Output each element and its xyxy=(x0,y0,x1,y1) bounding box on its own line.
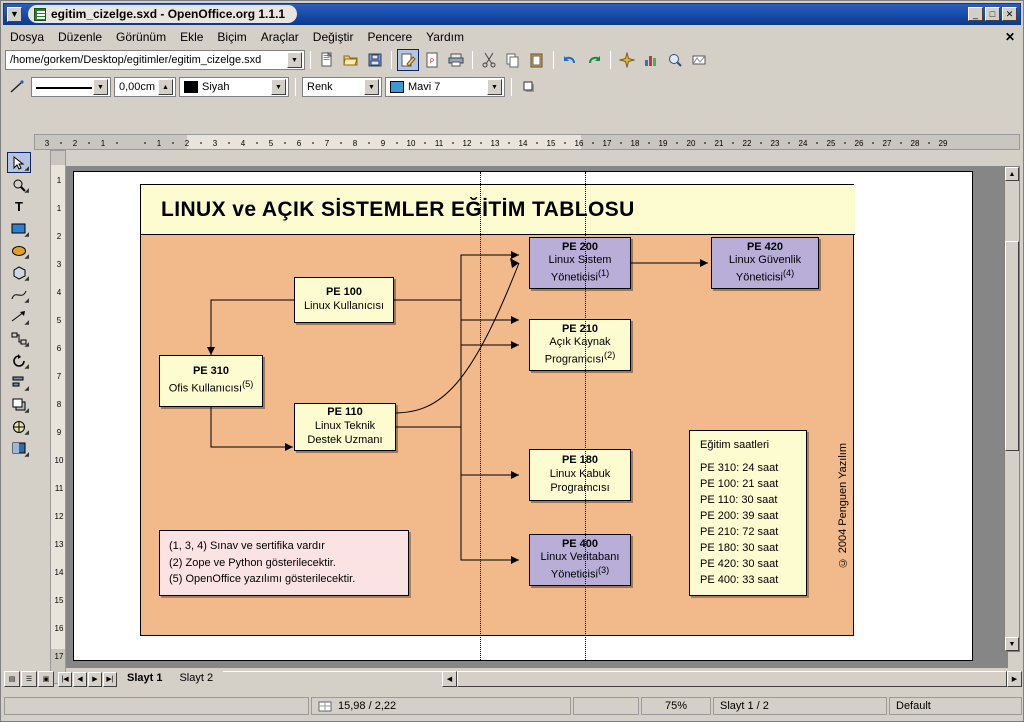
horizontal-ruler-ticks xyxy=(35,135,1020,150)
area-style-value: Renk xyxy=(307,81,333,93)
line-color-swatch xyxy=(184,81,198,93)
svg-text:1: 1 xyxy=(156,139,162,148)
toolbar-separator xyxy=(610,51,611,69)
minimize-button[interactable]: _ xyxy=(968,7,983,21)
vertical-ruler[interactable] xyxy=(50,150,66,684)
svg-text:24: 24 xyxy=(798,139,808,148)
svg-text:14: 14 xyxy=(54,568,64,577)
tabs-filler xyxy=(223,671,442,687)
work-area xyxy=(4,134,1020,684)
svg-text:8: 8 xyxy=(56,400,62,409)
svg-text:17: 17 xyxy=(602,139,612,148)
node-pe-420[interactable] xyxy=(711,237,819,289)
last-slide-button[interactable]: ▶| xyxy=(103,672,117,687)
window-title-pill xyxy=(28,5,297,23)
node-line1: Linux Kullanıcısı xyxy=(303,300,385,312)
vertical-guide-right[interactable] xyxy=(585,172,586,660)
node-line2: Destek Uzmanı xyxy=(307,433,383,446)
insert-chart-button[interactable] xyxy=(640,49,662,71)
insert-tool[interactable] xyxy=(7,438,31,459)
node-pe-200[interactable] xyxy=(529,237,631,289)
node-pe-110[interactable] xyxy=(294,403,396,451)
hours-item: PE 210: 72 saat xyxy=(700,525,779,538)
copy-button[interactable] xyxy=(502,49,524,71)
connector-tool[interactable] xyxy=(7,328,31,349)
menu-item-ekle[interactable]: Ekle xyxy=(180,29,204,44)
node-line2: Programcısı$^{(2)}$ xyxy=(544,350,616,366)
next-slide-button[interactable]: ▶ xyxy=(88,672,102,687)
node-pe-210[interactable] xyxy=(529,319,631,371)
legend-line-2: (2) Zope ve Python gösterilecektir. xyxy=(169,556,336,569)
svg-text:26: 26 xyxy=(854,139,864,148)
node-code: PE 200 xyxy=(561,240,599,253)
status-empty-mid xyxy=(573,697,639,715)
hours-item: PE 200: 39 saat xyxy=(700,509,779,522)
node-pe-100[interactable] xyxy=(294,277,394,323)
svg-text:2: 2 xyxy=(56,232,62,241)
menu-item-pencere[interactable]: Pencere xyxy=(367,29,413,44)
scroll-down-button[interactable]: ▼ xyxy=(1005,637,1019,651)
line-style-combo[interactable] xyxy=(31,77,111,97)
open-document-button[interactable] xyxy=(340,49,362,71)
svg-text:25: 25 xyxy=(826,139,836,148)
menu-item-dosya[interactable]: Dosya xyxy=(10,29,45,44)
svg-text:4: 4 xyxy=(240,139,246,148)
svg-text:17: 17 xyxy=(54,652,64,661)
slide-content[interactable] xyxy=(140,184,854,636)
chevron-down-icon[interactable]: ▼ xyxy=(287,52,302,68)
svg-text:12: 12 xyxy=(462,139,472,148)
svg-text:12: 12 xyxy=(54,512,64,521)
object-bar xyxy=(3,74,1021,100)
hours-item: PE 180: 30 saat xyxy=(700,541,779,554)
node-pe-310[interactable] xyxy=(159,355,263,407)
legend-line-3: (5) OpenOffice yazılımı gösterilecektir. xyxy=(169,573,356,585)
node-code: PE 310 xyxy=(192,365,230,378)
position-icon xyxy=(318,701,332,712)
function-toolbar xyxy=(3,47,1021,73)
area-color-swatch xyxy=(390,81,404,93)
line-width-value: 0,00cm xyxy=(119,81,156,93)
page-style-field: Default xyxy=(889,697,1022,715)
svg-text:10: 10 xyxy=(406,139,416,148)
svg-text:14: 14 xyxy=(518,139,528,148)
menu-item-degistir[interactable]: Değiştir xyxy=(312,29,354,44)
training-hours-box[interactable] xyxy=(689,430,807,596)
node-line2: Yöneticisi$^{(1)}$ xyxy=(550,268,610,284)
svg-text:15: 15 xyxy=(546,139,556,148)
svg-text:9: 9 xyxy=(380,139,386,148)
node-line1: Ofis Kullanıcısı$^{(5)}$ xyxy=(168,379,254,395)
hours-item: PE 310: 24 saat xyxy=(700,461,779,474)
line-tool-button[interactable] xyxy=(6,76,28,98)
area-style-combo[interactable] xyxy=(302,77,382,97)
menu-item-duzenle[interactable]: Düzenle xyxy=(58,29,103,44)
copyright-text: © 2004 Penguen Yazılım xyxy=(837,443,849,569)
close-document-button[interactable]: ✕ xyxy=(1004,29,1015,44)
node-line1: Linux Veritabanı xyxy=(540,551,620,564)
chevron-down-icon[interactable]: ▼ xyxy=(487,79,502,95)
node-pe-180[interactable] xyxy=(529,449,631,501)
print-file-button[interactable] xyxy=(445,49,467,71)
maximize-button[interactable]: □ xyxy=(985,7,1000,21)
node-line1: Linux Kabuk xyxy=(549,468,611,481)
svg-text:2: 2 xyxy=(184,139,190,148)
tool-palette xyxy=(4,150,34,684)
new-document-button[interactable] xyxy=(316,49,338,71)
area-fill-combo[interactable] xyxy=(385,77,505,97)
ellipse-tool[interactable] xyxy=(7,240,31,261)
hours-title: Eğitim saatleri xyxy=(700,439,770,451)
status-bar xyxy=(4,696,1022,716)
cut-button[interactable] xyxy=(478,49,500,71)
zoom-level-field[interactable]: 75% xyxy=(641,697,711,715)
menu-item-araclar[interactable]: Araçlar xyxy=(260,29,299,44)
svg-text:18: 18 xyxy=(630,139,640,148)
scroll-left-button[interactable]: ◀ xyxy=(442,671,457,687)
title-bar-left xyxy=(4,5,297,23)
node-code: PE 110 xyxy=(327,406,363,419)
footnote-legend[interactable] xyxy=(159,530,409,596)
node-code: PE 400 xyxy=(561,537,599,550)
svg-text:21: 21 xyxy=(714,139,724,148)
menu-item-bicim[interactable]: Biçim xyxy=(217,29,247,44)
tab-nav-buttons xyxy=(58,672,117,687)
node-code: PE 420 xyxy=(746,240,784,253)
svg-text:20: 20 xyxy=(686,139,696,148)
svg-text:16: 16 xyxy=(54,624,64,633)
shadow-toggle-button[interactable] xyxy=(518,76,540,98)
svg-text:27: 27 xyxy=(882,139,892,148)
status-position-field xyxy=(311,697,571,715)
vertical-ruler-ticks xyxy=(51,151,66,684)
hours-item: PE 420: 30 saat xyxy=(700,557,779,570)
svg-text:7: 7 xyxy=(324,139,330,148)
node-pe-400[interactable] xyxy=(529,534,631,586)
undo-button[interactable] xyxy=(559,49,581,71)
slide-title[interactable]: LINUX ve AÇIK SİSTEMLER EĞİTİM TABLOSU xyxy=(141,185,855,235)
chevron-down-icon[interactable]: ▼ xyxy=(93,79,108,95)
svg-text:1: 1 xyxy=(56,176,62,185)
svg-text:9: 9 xyxy=(56,428,62,437)
svg-text:6: 6 xyxy=(56,344,62,353)
svg-text:3: 3 xyxy=(212,139,218,148)
chevron-down-icon[interactable]: ▼ xyxy=(271,79,286,95)
curve-tool[interactable] xyxy=(7,284,31,305)
node-line2: Yöneticisi$^{(4)}$ xyxy=(735,268,795,284)
hours-item: PE 100: 21 saat xyxy=(700,477,779,490)
window-controls xyxy=(968,7,1020,21)
document-path-value: /home/gorkem/Desktop/egitimler/egitim_cizelge.sxd xyxy=(10,54,262,66)
horizontal-scroll-thumb[interactable] xyxy=(457,671,1007,687)
edit-file-button[interactable] xyxy=(397,49,419,71)
svg-text:13: 13 xyxy=(490,139,500,148)
svg-text:7: 7 xyxy=(56,372,62,381)
slide-page[interactable] xyxy=(73,171,973,661)
svg-text:5: 5 xyxy=(56,316,62,325)
zoom-tool[interactable] xyxy=(7,174,31,195)
document-path-combo[interactable] xyxy=(5,50,305,70)
system-menu-button[interactable]: ▼ xyxy=(7,7,22,22)
svg-text:22: 22 xyxy=(742,139,752,148)
effects-tool[interactable] xyxy=(7,416,31,437)
drawing-canvas[interactable] xyxy=(66,166,1008,668)
drawing-view-button[interactable]: ▤ xyxy=(4,671,20,687)
text-tool[interactable]: T xyxy=(15,199,23,214)
svg-text:1: 1 xyxy=(100,139,106,148)
svg-text:11: 11 xyxy=(54,484,64,493)
svg-text:1: 1 xyxy=(56,204,62,213)
export-pdf-button[interactable] xyxy=(421,49,443,71)
svg-text:P: P xyxy=(429,59,435,65)
view-mode-buttons xyxy=(4,671,54,687)
svg-text:28: 28 xyxy=(910,139,920,148)
first-slide-button[interactable]: |◀ xyxy=(58,672,72,687)
menu-item-yardim[interactable]: Yardım xyxy=(426,29,464,44)
scroll-right-button[interactable]: ▶ xyxy=(1007,671,1022,687)
chevron-down-icon[interactable]: ▼ xyxy=(364,79,379,95)
node-line1: Linux Güvenlik xyxy=(728,254,802,267)
vertical-scrollbar[interactable] xyxy=(1004,166,1020,652)
vertical-guide-left[interactable] xyxy=(480,172,481,660)
align-tool[interactable] xyxy=(7,372,31,393)
vertical-scroll-thumb[interactable] xyxy=(1005,241,1019,451)
horizontal-ruler[interactable] xyxy=(34,134,1020,150)
svg-text:29: 29 xyxy=(938,139,948,148)
line-color-value: Siyah xyxy=(202,81,230,93)
svg-text:15: 15 xyxy=(54,596,64,605)
hours-item: PE 110: 30 saat xyxy=(700,493,778,506)
menu-bar xyxy=(3,27,1021,46)
horizontal-scrollbar[interactable] xyxy=(442,671,1022,687)
window-title: egitim_cizelge.sxd - OpenOffice.org 1.1.1 xyxy=(51,7,286,21)
status-empty-left xyxy=(4,697,309,715)
toolbar-separator xyxy=(553,51,554,69)
notes-view-button[interactable]: ▣ xyxy=(38,671,54,687)
svg-text:23: 23 xyxy=(770,139,780,148)
svg-text:3: 3 xyxy=(44,139,50,148)
svg-text:13: 13 xyxy=(54,540,64,549)
svg-text:10: 10 xyxy=(54,456,64,465)
insert-object-button[interactable] xyxy=(616,49,638,71)
zoom-button[interactable] xyxy=(664,49,686,71)
lines-and-arrows-tool[interactable] xyxy=(7,306,31,327)
slide-tab-1[interactable]: Slayt 1 xyxy=(120,671,172,687)
show-draw-functions-button[interactable] xyxy=(688,49,710,71)
line-style-preview xyxy=(36,86,92,89)
title-bar xyxy=(3,3,1021,25)
svg-text:4: 4 xyxy=(56,288,62,297)
outline-view-button[interactable]: ☰ xyxy=(21,671,37,687)
line-color-combo[interactable] xyxy=(179,77,289,97)
svg-text:5: 5 xyxy=(268,139,274,148)
node-code: PE 100 xyxy=(325,286,363,299)
arrange-tool[interactable] xyxy=(7,394,31,415)
redo-button[interactable] xyxy=(583,49,605,71)
scroll-up-button[interactable]: ▲ xyxy=(1005,167,1019,181)
svg-text:2: 2 xyxy=(72,139,78,148)
select-tool[interactable] xyxy=(7,152,31,173)
3d-objects-tool[interactable] xyxy=(7,262,31,283)
svg-text:19: 19 xyxy=(658,139,668,148)
node-code: PE 180 xyxy=(561,454,599,467)
svg-text:6: 6 xyxy=(296,139,302,148)
close-button[interactable]: ✕ xyxy=(1002,7,1017,21)
svg-text:3: 3 xyxy=(56,260,62,269)
node-line1: Linux Sistem xyxy=(548,254,612,267)
slide-tabs-bar xyxy=(4,670,1022,688)
slide-tab-2[interactable]: Slayt 2 xyxy=(172,671,223,687)
node-line1: Açık Kaynak xyxy=(549,336,611,349)
svg-text:11: 11 xyxy=(434,139,444,148)
svg-text:16: 16 xyxy=(574,139,584,148)
rectangle-tool[interactable] xyxy=(7,218,31,239)
slide-indicator-field: Slayt 1 / 2 xyxy=(713,697,887,715)
cursor-position-value: 15,98 / 2,22 xyxy=(338,700,397,712)
menu-item-gorunum[interactable]: Görünüm xyxy=(116,29,167,44)
previous-slide-button[interactable]: ◀ xyxy=(73,672,87,687)
svg-text:8: 8 xyxy=(352,139,358,148)
rotate-tool[interactable] xyxy=(7,350,31,371)
line-width-field[interactable] xyxy=(114,77,176,97)
paste-button[interactable] xyxy=(526,49,548,71)
node-line2: Programcısı xyxy=(550,481,610,494)
spinner-icon[interactable]: ▲ xyxy=(158,79,173,95)
toolbar-separator xyxy=(310,51,311,69)
objectbar-separator xyxy=(511,78,512,96)
toolbar-separator xyxy=(391,51,392,69)
toolbar-separator xyxy=(472,51,473,69)
area-fill-value: Mavi 7 xyxy=(408,81,441,93)
node-line2: Yöneticisi$^{(3)}$ xyxy=(550,565,610,581)
node-line1: Linux Teknik xyxy=(314,420,376,433)
document-icon xyxy=(34,8,46,21)
save-document-button[interactable] xyxy=(364,49,386,71)
legend-line-1: (1, 3, 4) Sınav ve sertifika vardır xyxy=(169,540,325,552)
node-code: PE 210 xyxy=(561,322,599,335)
objectbar-separator xyxy=(295,78,296,96)
hours-item: PE 400: 33 saat xyxy=(700,573,779,586)
